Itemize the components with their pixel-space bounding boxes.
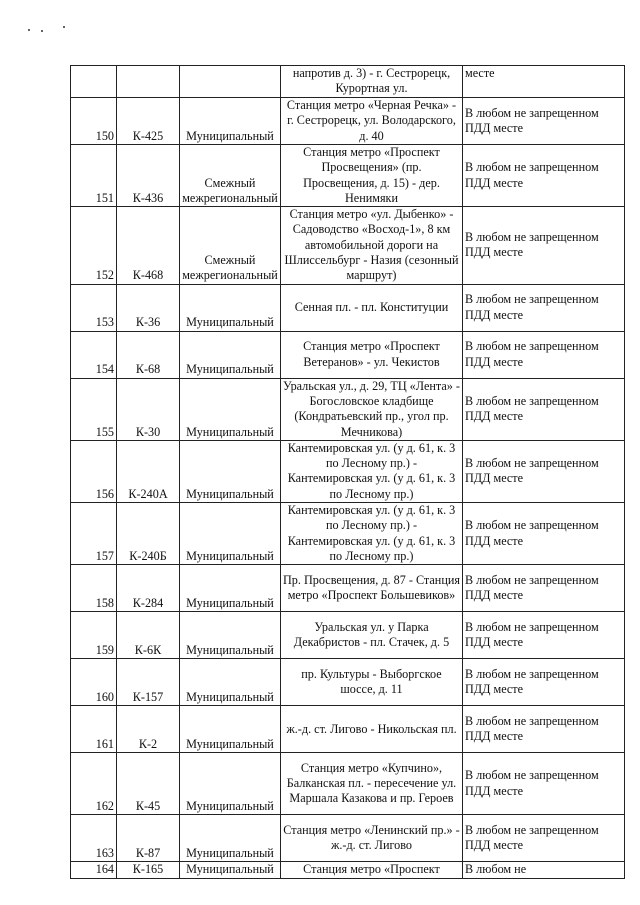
row-number: 151 [71,145,117,207]
row-number: 164 [71,862,117,879]
route-description: Кантемировская ул. (у д. 61, к. 3 по Лесному пр.) - Кантемировская ул. (у д. 61, к. 3 по Лесному пр.) [281,503,463,565]
route-description: Станция метро «ул. Дыбенко» - Садоводство «Восход-1», 8 км автомобильной дороги на Шлиссельбург - Назия (сезонный маршрут) [281,207,463,284]
table-row [71,284,625,331]
route-description: напротив д. 3) - г. Сестрорецк, Курортная ул. [281,66,463,98]
row-number [71,66,117,98]
route-code: К-2 [117,706,180,753]
route-type: Муниципальный [180,378,281,440]
table-row [71,503,625,565]
route-description: Станция метро «Проспект Просвещения» (пр. Просвещения, д. 15) - дер. Ненимяки [281,145,463,207]
route-code: К-45 [117,753,180,815]
row-number: 150 [71,98,117,145]
row-number: 153 [71,284,117,331]
stop-place: В любом не запрещенном ПДД месте [463,331,625,378]
route-type: Муниципальный [180,98,281,145]
route-description: Станция метро «Проспект Ветеранов» - ул. Чекистов [281,331,463,378]
route-type: Муниципальный [180,753,281,815]
stop-place: В любом не запрещенном ПДД месте [463,145,625,207]
route-code: К-30 [117,378,180,440]
route-code: К-165 [117,862,180,879]
route-code: К-6К [117,612,180,659]
row-number: 160 [71,659,117,706]
row-number: 154 [71,331,117,378]
table-row [71,66,625,98]
route-code: К-468 [117,207,180,284]
route-description: Станция метро «Ленинский пр.» - ж.-д. ст. Лигово [281,815,463,862]
stop-place: В любом не запрещенном ПДД месте [463,706,625,753]
route-description: Пр. Просвещения, д. 87 - Станция метро «Проспект Большевиков» [281,565,463,612]
stop-place: В любом не запрещенном ПДД месте [463,659,625,706]
stop-place: В любом не запрещенном ПДД месте [463,207,625,284]
table-row [71,331,625,378]
route-description: Станция метро «Купчино», Балканская пл. - пересечение ул. Маршала Казакова и пр. Героев [281,753,463,815]
table-row [71,145,625,207]
stop-place: В любом не запрещенном ПДД месте [463,440,625,502]
route-description: Сенная пл. - пл. Конституции [281,284,463,331]
route-description: Станция метро «Черная Речка» - г. Сестрорецк, ул. Володарского, д. 40 [281,98,463,145]
row-number: 155 [71,378,117,440]
table-row [71,565,625,612]
route-description: Уральская ул. у Парка Декабристов - пл. Стачек, д. 5 [281,612,463,659]
stop-place: В любом не запрещенном ПДД месте [463,753,625,815]
route-code: К-68 [117,331,180,378]
route-type: Смежный межрегиональный [180,207,281,284]
route-description: Станция метро «Проспект [281,862,463,879]
route-description: пр. Культуры - Выборгское шоссе, д. 11 [281,659,463,706]
stop-place: В любом не запрещенном ПДД месте [463,565,625,612]
route-type: Муниципальный [180,862,281,879]
route-description: Уральская ул., д. 29, ТЦ «Лента» - Богословское кладбище (Кондратьевский пр., угол пр. Мечникова) [281,378,463,440]
scan-speck [28,29,30,31]
row-number: 156 [71,440,117,502]
stop-place: В любом не запрещенном ПДД месте [463,815,625,862]
route-type: Муниципальный [180,331,281,378]
route-code: К-436 [117,145,180,207]
route-description: Кантемировская ул. (у д. 61, к. 3 по Лесному пр.) - Кантемировская ул. (у д. 61, к. 3 по Лесному пр.) [281,440,463,502]
route-type [180,66,281,98]
stop-place: В любом не запрещенном ПДД месте [463,503,625,565]
route-code [117,66,180,98]
row-number: 152 [71,207,117,284]
table-row [71,207,625,284]
route-code: К-157 [117,659,180,706]
route-code: К-240Б [117,503,180,565]
route-type: Муниципальный [180,440,281,502]
table-row [71,706,625,753]
row-number: 157 [71,503,117,565]
table-row [71,378,625,440]
table-row [71,753,625,815]
route-type: Муниципальный [180,612,281,659]
stop-place: В любом не запрещенном ПДД месте [463,612,625,659]
stop-place: В любом не запрещенном ПДД месте [463,98,625,145]
stop-place: В любом не запрещенном ПДД месте [463,284,625,331]
stop-place: В любом не запрещенном ПДД месте [463,378,625,440]
route-code: К-87 [117,815,180,862]
row-number: 162 [71,753,117,815]
table-row [71,612,625,659]
route-type: Муниципальный [180,503,281,565]
route-code: К-240А [117,440,180,502]
route-type: Муниципальный [180,565,281,612]
stop-place: В любом не [463,862,625,879]
route-type: Муниципальный [180,284,281,331]
table-row [71,440,625,502]
route-type: Муниципальный [180,815,281,862]
scan-specks [22,20,82,40]
route-type: Муниципальный [180,659,281,706]
table-row [71,815,625,862]
stop-place: месте [463,66,625,98]
route-type: Муниципальный [180,706,281,753]
route-code: К-36 [117,284,180,331]
routes-table [70,65,625,879]
scan-speck [63,26,65,28]
row-number: 159 [71,612,117,659]
route-type: Смежный межрегиональный [180,145,281,207]
route-code: К-284 [117,565,180,612]
table-row [71,862,625,879]
table-row [71,659,625,706]
route-code: К-425 [117,98,180,145]
table-row [71,98,625,145]
scan-speck [41,30,43,32]
row-number: 158 [71,565,117,612]
route-description: ж.-д. ст. Лигово - Никольская пл. [281,706,463,753]
row-number: 163 [71,815,117,862]
row-number: 161 [71,706,117,753]
